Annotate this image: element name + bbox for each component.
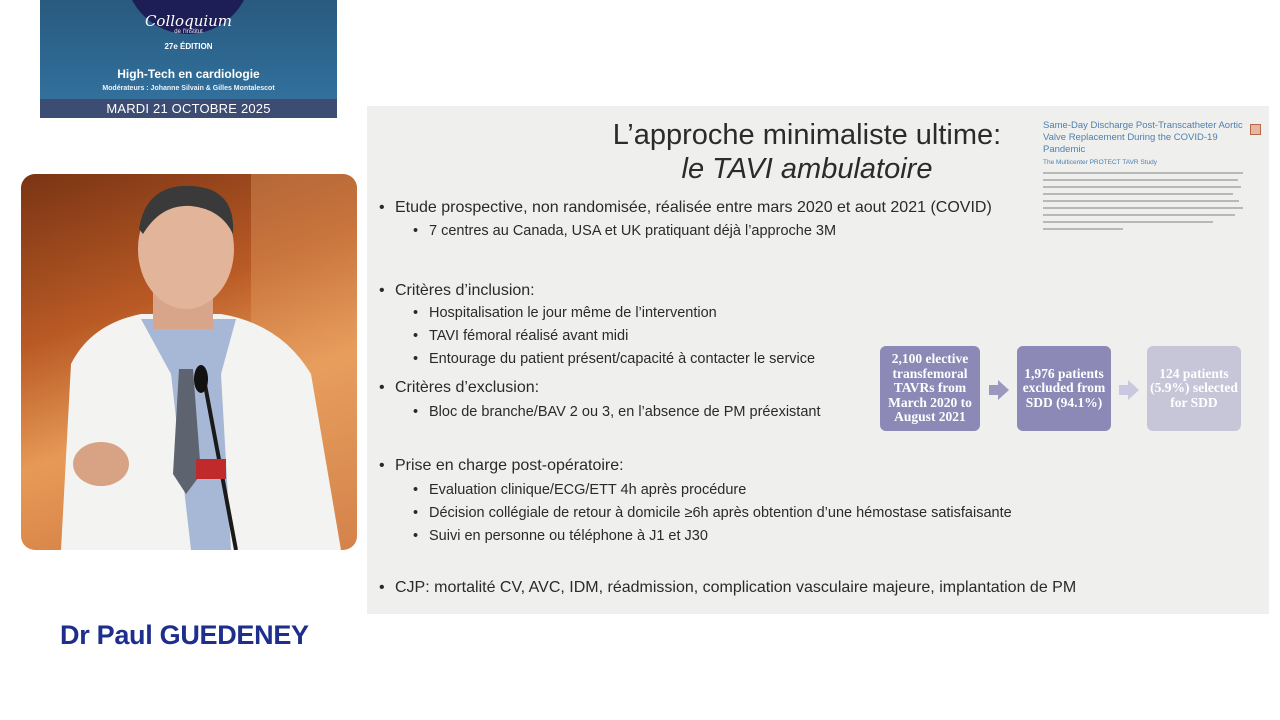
bullet-exclusion: • Critères d’exclusion: bbox=[395, 379, 539, 397]
journal-badge-icon bbox=[1250, 124, 1261, 135]
slide-title bbox=[587, 118, 1027, 186]
sub-bullet: • Hospitalisation le jour même de l’intervention bbox=[429, 305, 717, 321]
speaker-photo bbox=[21, 174, 357, 550]
event-date: MARDI 21 OCTOBRE 2025 bbox=[40, 99, 337, 118]
reference-authors bbox=[1043, 172, 1263, 230]
reference-article bbox=[1043, 120, 1263, 235]
flow-box-excluded: 1,976 patients excluded from SDD (94.1%) bbox=[1017, 346, 1111, 431]
slide-title-line2: le TAVI ambulatoire bbox=[681, 153, 933, 185]
slide-title-line1: L’approche minimaliste ultime: bbox=[612, 119, 1002, 151]
flow-arrow bbox=[1119, 385, 1128, 395]
moderators: Modérateurs : Johanne Silvain & Gilles Montalescot bbox=[102, 85, 275, 92]
bullet-study-design: • Etude prospective, non randomisée, réalisée entre mars 2020 et aout 2021 (COVID) bbox=[395, 199, 992, 217]
sub-bullet: • TAVI fémoral réalisé avant midi bbox=[429, 328, 628, 344]
flow-arrow bbox=[989, 385, 998, 395]
arrow-right-icon bbox=[998, 380, 1009, 400]
sub-bullet: • Bloc de branche/BAV 2 ou 3, en l’absence de PM préexistant bbox=[429, 404, 820, 420]
reference-title: Same-Day Discharge Post-Transcatheter Aortic Valve Replacement During the COVID-19 Pandemic bbox=[1043, 120, 1243, 155]
sub-bullet: • 7 centres au Canada, USA et UK pratiquant déjà l’approche 3M bbox=[429, 223, 836, 239]
bullet-postop: • Prise en charge post-opératoire: bbox=[395, 457, 624, 475]
logo-text: Colloquium bbox=[144, 12, 233, 30]
event-title: High-Tech en cardiologie bbox=[117, 67, 260, 81]
sub-bullet: • Evaluation clinique/ECG/ETT 4h après procédure bbox=[429, 482, 746, 498]
bullet-endpoint: • CJP: mortalité CV, AVC, IDM, réadmission, complication vasculaire majeure, implantation de PM bbox=[395, 579, 1076, 597]
event-banner bbox=[40, 0, 337, 118]
logo-subtext: de l'Institut bbox=[174, 29, 203, 35]
reference-subtitle: The Multicenter PROTECT TAVR Study bbox=[1043, 159, 1158, 166]
sub-bullet: • Suivi en personne ou téléphone à J1 et J30 bbox=[429, 528, 708, 544]
sub-bullet: • Entourage du patient présent/capacité à contacter le service bbox=[429, 351, 815, 367]
sub-bullet: • Décision collégiale de retour à domicile ≥6h après obtention d’une hémostase satisfaisante bbox=[429, 505, 1012, 521]
bullet-inclusion: • Critères d’inclusion: bbox=[395, 282, 535, 300]
presentation-slide bbox=[367, 106, 1269, 614]
flow-box-total: 2,100 elective transfemoral TAVRs from March 2020 to August 2021 bbox=[880, 346, 980, 431]
flow-box-selected: 124 patients (5.9%) selected for SDD bbox=[1147, 346, 1241, 431]
arrow-right-icon bbox=[1128, 380, 1139, 400]
speaker-name: Dr Paul GUEDENEY bbox=[60, 620, 309, 650]
edition-label: 27e ÉDITION bbox=[164, 42, 213, 51]
